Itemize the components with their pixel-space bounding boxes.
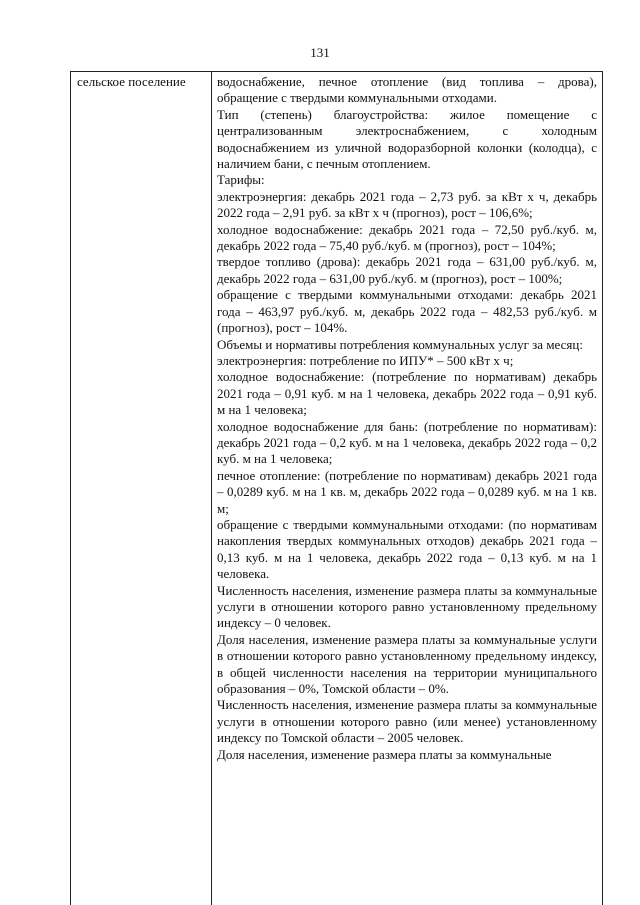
description-cell — [217, 74, 597, 763]
paragraph: обращение с твердыми коммунальными отходами: декабрь 2021 года – 463,97 руб./куб. м, декабрь 2022 года – 482,53 руб./куб. м (прогноз), рост – 104%. — [217, 287, 597, 336]
paragraph: Доля населения, изменение размера платы за коммунальные услуги в отношении которого равно установленному предельному индексу, в общей численности населения на территории муниципального образования – 0%, Томской области – 0%. — [217, 631, 597, 697]
paragraph: печное отопление: (потребление по нормативам) декабрь 2021 года – 0,0289 куб. м на 1 кв. м, декабрь 2022 года – 0,0289 куб. м на 1 кв. м; — [217, 467, 597, 516]
paragraph: твердое топливо (дрова): декабрь 2021 года – 631,00 руб./куб. м, декабрь 2022 года – 631,00 руб./куб. м (прогноз), рост – 100%; — [217, 254, 597, 286]
paragraph: обращение с твердыми коммунальными отходами: (по нормативам накопления твердых коммунальных отходов) декабрь 2021 года – 0,13 куб. м на 1 человека, декабрь 2022 года – 0,13 куб. м на 1 человека. — [217, 516, 597, 582]
page-number: 131 — [310, 45, 330, 60]
paragraph: холодное водоснабжение: (потребление по нормативам) декабрь 2021 года – 0,91 куб. м на 1 человека, декабрь 2022 года – 0,91 куб. м на 1 человека; — [217, 369, 597, 418]
column-divider — [211, 72, 212, 905]
paragraph: холодное водоснабжение для бань: (потребление по нормативам): декабрь 2021 года – 0,2 куб. м на 1 человека, декабрь 2022 года – 0,2 куб. м на 1 человека; — [217, 418, 597, 467]
paragraph: Численность населения, изменение размера платы за коммунальные услуги в отношении которого равно (или менее) установленному индексу по Томской области – 2005 человек. — [217, 697, 597, 746]
paragraph: Доля населения, изменение размера платы за коммунальные — [217, 746, 552, 762]
paragraph: электроэнергия: потребление по ИПУ* – 500 кВт х ч; — [217, 352, 514, 368]
paragraph: Тарифы: — [217, 172, 265, 188]
paragraph: Тип (степень) благоустройства: жилое помещение с централизованным электроснабжением, с холодным водоснабжением из уличной водоразборной колонки (колодца), с наличием бани, с печным отоплением. — [217, 106, 597, 172]
paragraph: Объемы и нормативы потребления коммунальных услуг за месяц: — [217, 336, 583, 352]
paragraph: электроэнергия: декабрь 2021 года – 2,73 руб. за кВт х ч, декабрь 2022 года – 2,91 руб. за кВт х ч (прогноз), рост – 106,6%; — [217, 188, 597, 221]
paragraph: Численность населения, изменение размера платы за коммунальные услуги в отношении которого равно установленному предельному индексу – 0 человек. — [217, 582, 597, 631]
municipality-type-cell: сельское поселение — [77, 74, 186, 89]
document-table — [70, 71, 603, 905]
paragraph: холодное водоснабжение: декабрь 2021 года – 72,50 руб./куб. м, декабрь 2022 года – 75,40 руб./куб. м (прогноз), рост – 104%; — [217, 221, 597, 254]
paragraph: водоснабжение, печное отопление (вид топлива – дрова), обращение с твердыми коммунальными отходами. — [217, 74, 597, 106]
